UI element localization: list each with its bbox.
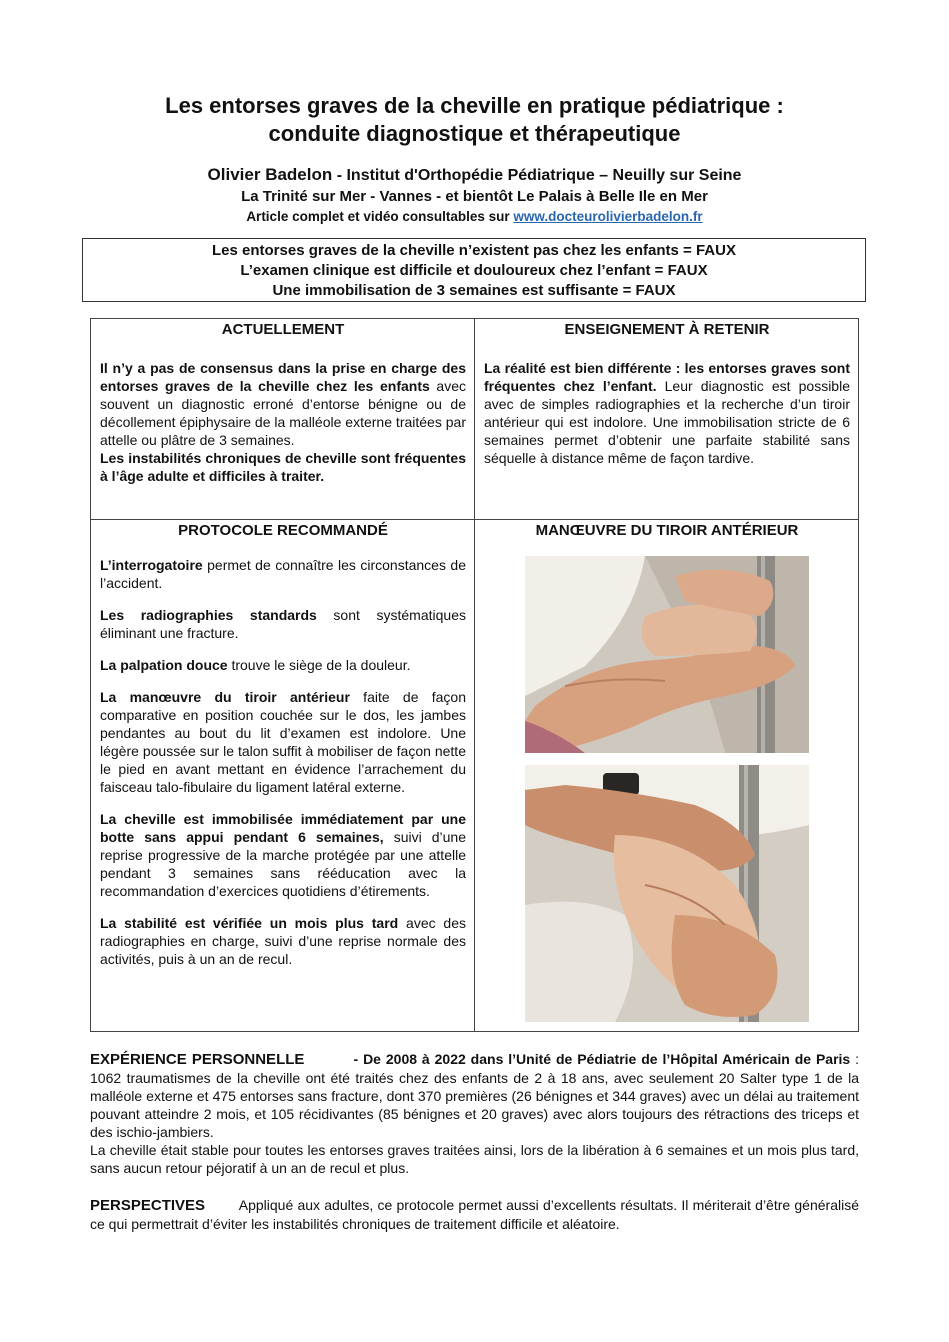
protocole-cell — [100, 522, 466, 982]
actuellement-p2-bold: Les instabilités chroniques de cheville sont fréquentes à l’âge adulte et difficiles à traiter. — [100, 450, 466, 484]
actuellement-p1-rest: avec souvent un diagnostic erroné d’entorse bénigne ou de décollement épiphysaire de la malléole externe traitées par attelle ou plâtre de 3 semaines. — [100, 378, 466, 448]
experience-text: : 1062 traumatismes de la cheville ont été traités chez des enfants de 2 à 18 ans, avec seulement 20 Salter type 1 de la malléole externe et 475 entorses sans fracture, dont 370 premières (26 bénignes et 344 graves) avec un délai au traitement pouvant atteindre 2 mois, et 105 récidivantes (85 bénignes et 20 graves) avec alors toujours des rétractions des triceps et des ischio-jambiers. — [90, 1051, 860, 1140]
protocole-item-text: sont systématiques éliminant une fracture. — [100, 607, 466, 641]
protocole-item-bold: La stabilité est vérifiée un mois plus tard — [100, 915, 399, 931]
protocole-item-text: faite de façon comparative en position couchée sur le dos, les jambes pendantes au bout du lit d’examen est indolore. Une légère poussée sur le talon suffit à mobiliser de façon nette le pied en avant mettant en évidence l’arrachement du faisceau talo-fibulaire du ligament latéral externe. — [100, 689, 467, 795]
experience-paragraph-2: La cheville était stable pour toutes les entorses graves traitées ainsi, lors de la libération à 6 semaines et un mois plus tard, sans aucun retour péjoratif à un an de recul et plus. — [90, 1142, 859, 1176]
actuellement-cell — [100, 321, 466, 485]
enseignement-text — [484, 359, 850, 467]
enseignement-p1-rest: Leur diagnostic est possible avec de simples radiographies et la recherche d’un tiroir antérieur qui est indolore. Une immobilisation stricte de 6 semaines permet d’obtenir une parfaite stabilité sans séquelle à distance même de façon tardive. — [484, 378, 850, 466]
article-note-line — [0, 207, 949, 226]
manoeuvre-cell — [484, 522, 850, 560]
author-block — [0, 164, 949, 226]
myth-3: Une immobilisation de 3 semaines est suffisante = FAUX — [272, 282, 676, 299]
actuellement-heading: ACTUELLEMENT — [221, 321, 345, 338]
page-title — [0, 92, 949, 148]
enseignement-cell — [484, 321, 850, 467]
manoeuvre-heading: MANŒUVRE DU TIROIR ANTÉRIEUR — [535, 522, 799, 539]
experience-paragraph-1 — [90, 1050, 859, 1141]
protocole-item-text: suivi d’une reprise progressive de la marche protégée par une attelle pendant 3 semaines sans rééducation avec la recommandation d’exercices quotidiens d’étirements. — [100, 829, 466, 899]
perspectives-section — [90, 1196, 859, 1233]
protocole-item-text: avec des radiographies en charge, suivi d’une reprise normale des activités, puis à un an de recul. — [100, 915, 466, 967]
author-line — [0, 164, 949, 187]
experience-section — [90, 1050, 859, 1177]
column-divider — [474, 319, 475, 1031]
protocole-item — [100, 810, 466, 900]
author-name: Olivier Badelon — [207, 165, 333, 184]
myths-box — [82, 238, 866, 302]
protocole-item — [100, 556, 466, 592]
protocole-heading: PROTOCOLE RECOMMANDÉ — [178, 522, 388, 539]
protocole-item-bold: La palpation douce — [100, 657, 228, 673]
myth-1: Les entorses graves de la cheville n’existent pas chez les enfants = FAUX — [212, 242, 736, 259]
protocole-item — [100, 688, 466, 796]
manoeuvre-photo-2 — [525, 765, 809, 1022]
enseignement-heading: ENSEIGNEMENT À RETENIR — [564, 321, 770, 338]
website-link[interactable]: www.docteurolivierbadelon.fr — [513, 209, 703, 224]
author-affiliation: - Institut d'Orthopédie Pédiatrique – Neuilly sur Seine — [332, 167, 742, 184]
perspectives-text: Appliqué aux adultes, ce protocole permet aussi d’excellents résultats. Il mériterait d’être généralisé ce qui permettrait d’éviter les instabilités chroniques de traitement difficile et aléatoire. — [90, 1197, 859, 1232]
perspectives-heading: PERSPECTIVES — [90, 1197, 206, 1214]
content-table — [90, 318, 859, 1032]
enseignement-p1-bold: La réalité est bien différente : les entorses graves sont fréquentes chez l’enfant. — [484, 360, 850, 394]
protocole-item-text: trouve le siège de la douleur. — [227, 657, 411, 673]
experience-heading: EXPÉRIENCE PERSONNELLE — [90, 1051, 305, 1068]
title-line-1: Les entorses graves de la cheville en pratique pédiatrique : — [165, 93, 784, 118]
protocole-item — [100, 606, 466, 642]
manoeuvre-photo-1 — [525, 556, 809, 753]
article-note: Article complet et vidéo consultables sur — [246, 209, 514, 224]
experience-intro: - De 2008 à 2022 dans l’Unité de Pédiatrie de l’Hôpital Américain de Paris — [353, 1051, 851, 1067]
protocole-item-bold: Les radiographies standards — [100, 607, 317, 623]
actuellement-p1-bold: Il n’y a pas de consensus dans la prise en charge des entorses graves de la cheville chez les enfants — [100, 360, 466, 394]
title-line-2: conduite diagnostique et thérapeutique — [268, 121, 681, 146]
author-locations: La Trinité sur Mer - Vannes - et bientôt Le Palais à Belle Ile en Mer — [241, 188, 708, 205]
myth-2: L’examen clinique est difficile et douloureux chez l’enfant = FAUX — [240, 262, 708, 279]
protocole-item — [100, 914, 466, 968]
protocole-item-text: permet de connaître les circonstances de l’accident. — [100, 557, 466, 591]
protocole-item-bold: La cheville est immobilisée immédiatement par une botte sans appui pendant 6 semaines, — [100, 811, 466, 845]
protocole-item-bold: L’interrogatoire — [100, 557, 203, 573]
row-divider — [91, 519, 858, 520]
protocole-item-bold: La manœuvre du tiroir antérieur — [100, 689, 350, 705]
protocole-item — [100, 656, 466, 674]
actuellement-text — [100, 359, 466, 485]
